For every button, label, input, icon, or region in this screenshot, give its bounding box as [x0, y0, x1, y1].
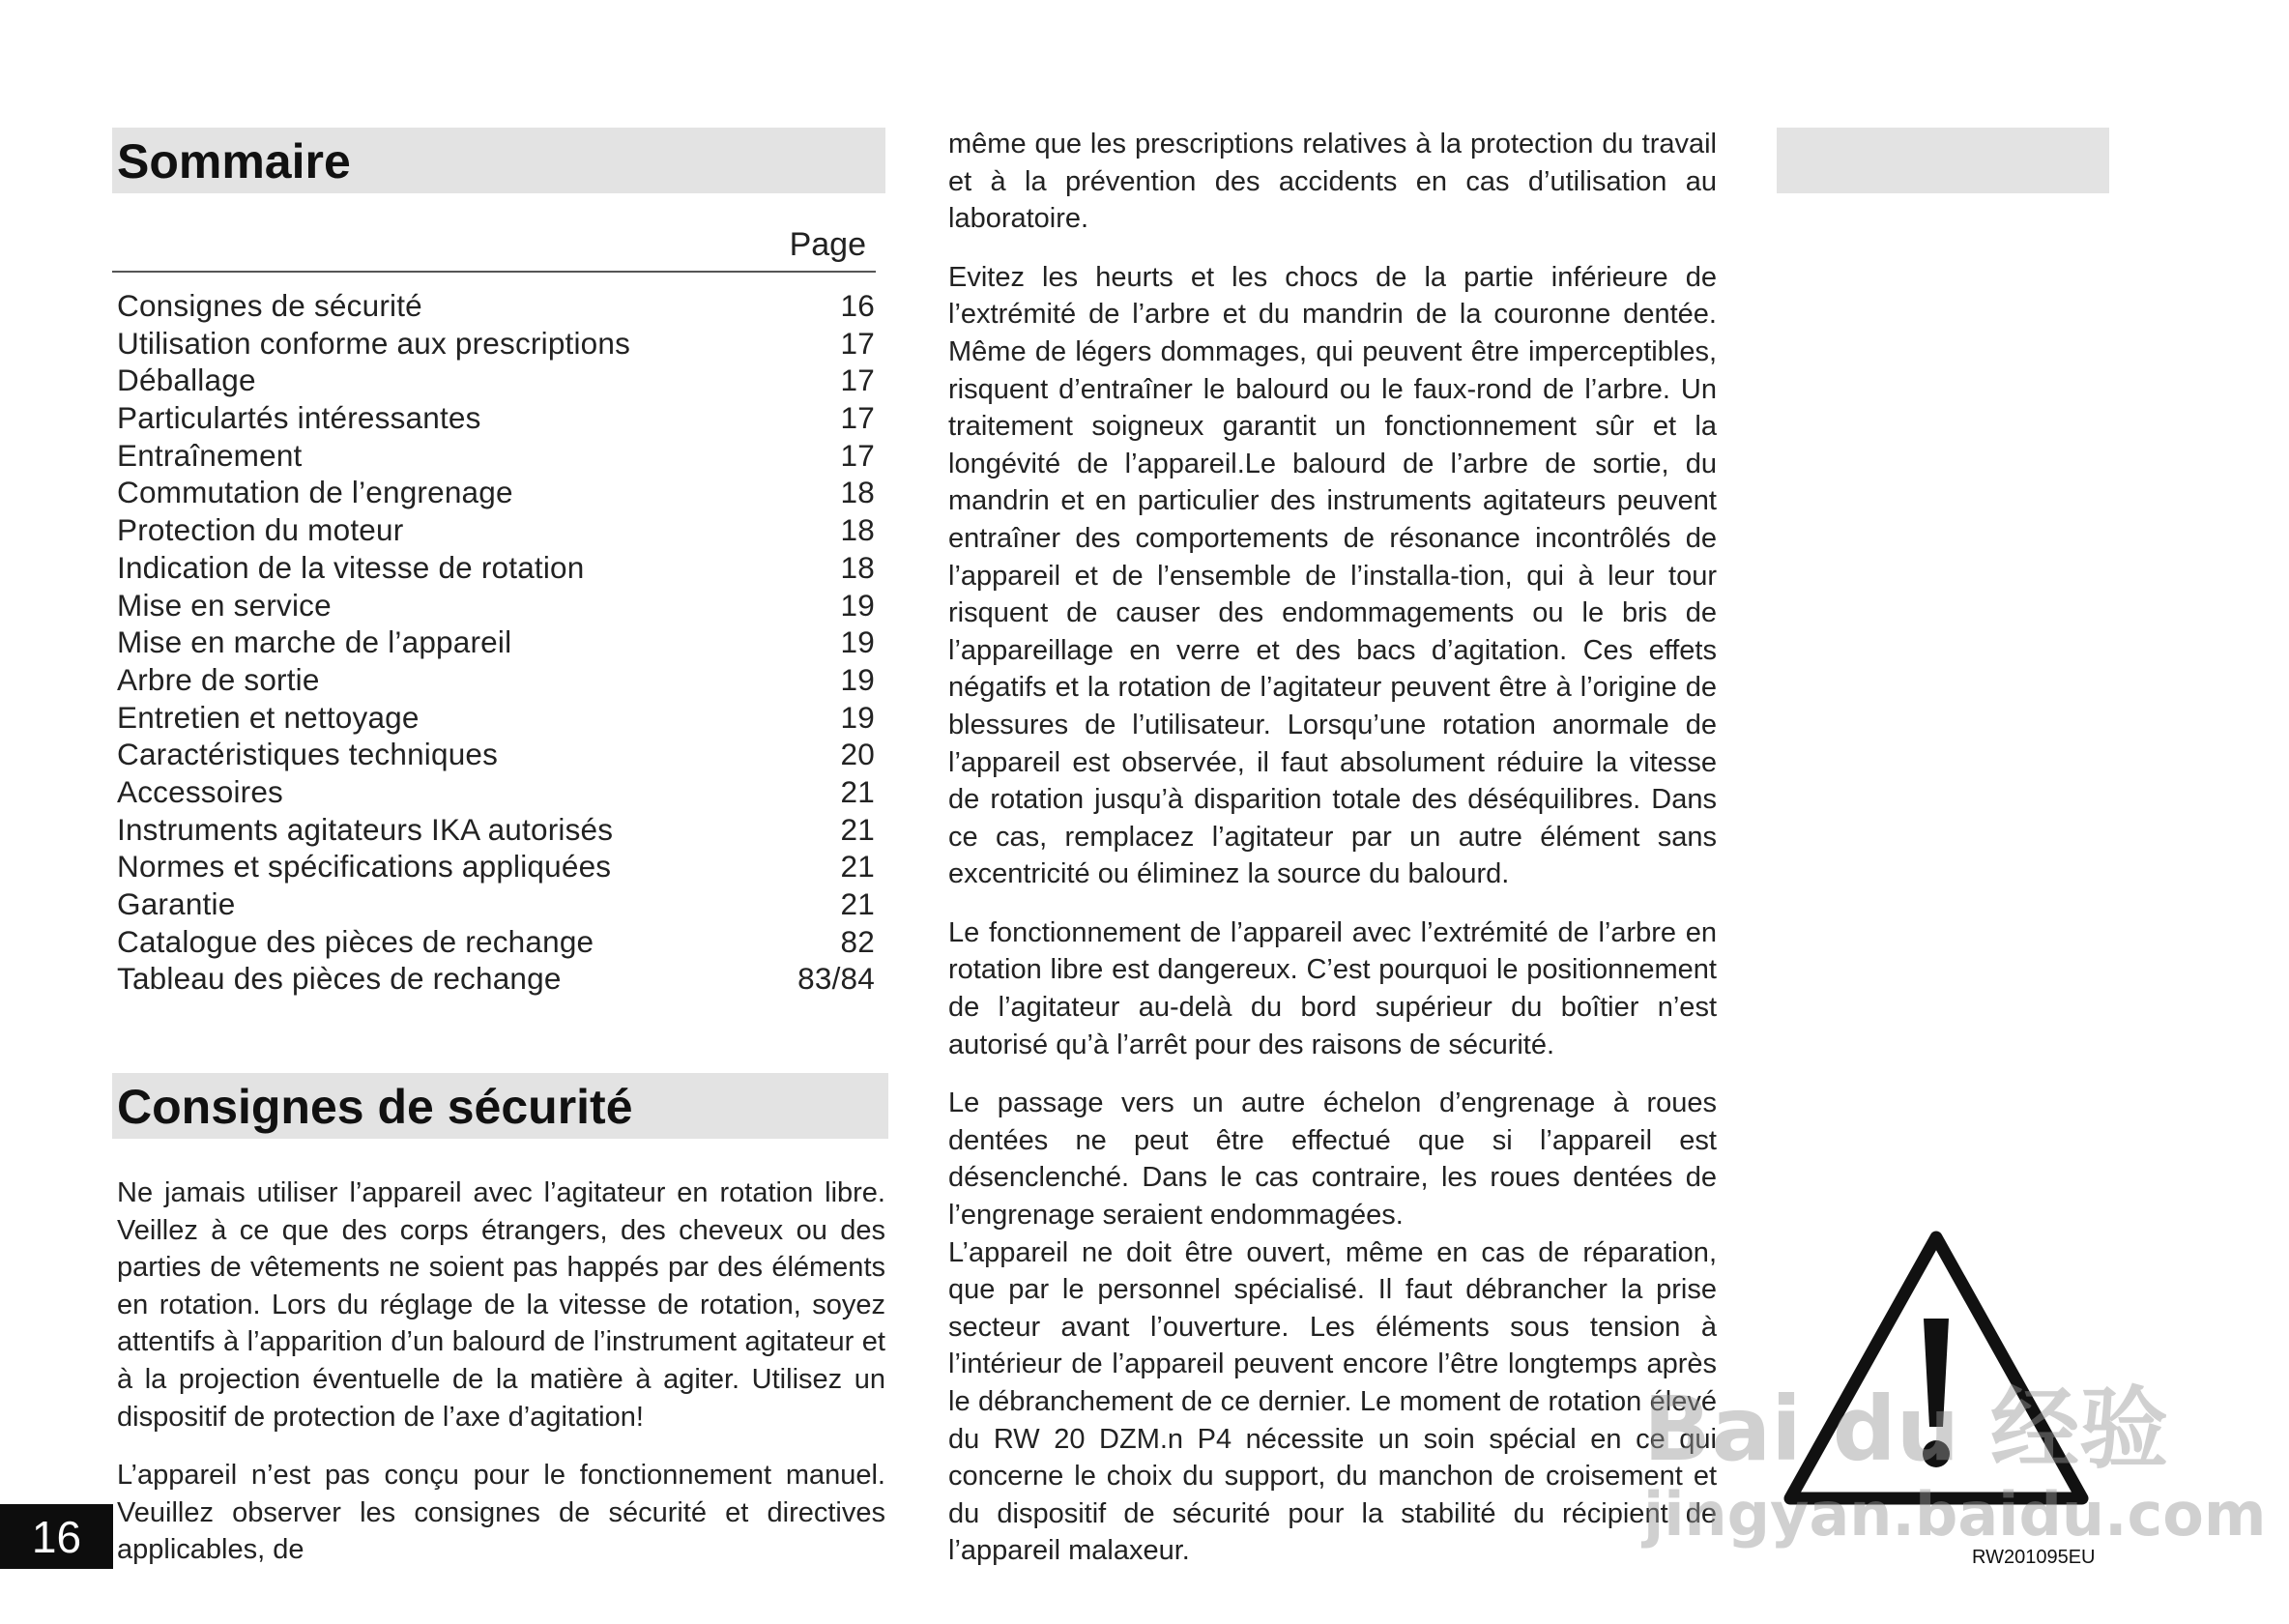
- toc-entry-label: Particulartés intéressantes: [117, 400, 481, 436]
- toc-entry-page: 18: [840, 512, 875, 548]
- toc-entry: [117, 886, 875, 924]
- toc-entry-page: 18: [840, 475, 875, 510]
- toc-entry-label: Garantie: [117, 886, 236, 921]
- toc-entry-page: 19: [840, 624, 875, 660]
- watermark-brand: Bai du 经验: [1643, 1378, 2169, 1481]
- right-paragraph: Le passage vers un autre échelon d’engrenage à roues dentées ne peut être effectué que si l’appareil est désenclenché. Dans le cas contraire, les roues dentées de l’engrenage seraient endommagées.: [948, 1088, 1717, 1232]
- right-paragraph: même que les prescriptions relatives à la protection du travail et à la prévention des accidents en cas d’utilisation au laboratoire.: [948, 129, 1717, 235]
- toc-page-column-label: Page: [789, 226, 866, 263]
- toc-entry-label: Entraînement: [117, 437, 303, 473]
- sommaire-title: Sommaire: [117, 134, 351, 188]
- toc-entry: [117, 812, 875, 850]
- toc-entry-page: 82: [840, 923, 875, 959]
- toc-entry: [117, 326, 875, 363]
- toc-entry-label: Consignes de sécurité: [117, 288, 422, 323]
- toc-entry: [117, 288, 875, 326]
- toc-entry-page: 20: [840, 737, 875, 772]
- toc-entry-label: Catalogue des pièces de rechange: [117, 923, 594, 959]
- toc-header: [112, 220, 876, 273]
- right-header-bar: [1777, 128, 2109, 193]
- toc-entry-page: 17: [840, 400, 875, 436]
- toc-entry: [117, 924, 875, 962]
- toc-entry-page: 21: [840, 773, 875, 809]
- toc-entry-label: Commutation de l’engrenage: [117, 475, 513, 510]
- toc-entry: [117, 362, 875, 400]
- toc-entry: [117, 475, 875, 512]
- consignes-paragraph: Ne jamais utiliser l’appareil avec l’agitateur en rotation libre. Veillez à ce que des corps étrangers, des cheveux ou des parties de vêtements ne soient pas happés par des éléments en rotation. Lors du réglage de la vitesse de rotation, soyez attentifs à l’apparition d’un balourd de l’instrument agitateur et à la projection éventuelle de la matière à agiter. Utilisez un dispositif de protection de l’axe d’agitation!: [117, 1177, 885, 1433]
- toc-entry-label: Instruments agitateurs IKA autorisés: [117, 811, 614, 847]
- toc-entry-page: 21: [840, 886, 875, 921]
- consignes-body: [117, 1174, 885, 1590]
- watermark-url: jingyan.baidu.com: [1643, 1479, 2267, 1550]
- toc-entry-label: Mise en marche de l’appareil: [117, 624, 512, 660]
- toc-entry-label: Accessoires: [117, 773, 284, 809]
- toc-entry: [117, 737, 875, 774]
- toc-entry: [117, 961, 875, 999]
- toc-entry-label: Mise en service: [117, 587, 332, 623]
- toc-entry-page: 17: [840, 325, 875, 361]
- toc-entry-label: Protection du moteur: [117, 512, 404, 548]
- toc-entry: [117, 774, 875, 812]
- toc-entry: [117, 588, 875, 625]
- toc-entry-label: Utilisation conforme aux prescriptions: [117, 325, 631, 361]
- document-code: RW201095EU: [1972, 1547, 2096, 1568]
- toc-entry-page: 17: [840, 437, 875, 473]
- toc-entry: [117, 550, 875, 588]
- consignes-paragraph: L’appareil n’est pas conçu pour le fonctionnement manuel. Veuillez observer les consignes de sécurité et directives applicables, de: [117, 1460, 885, 1566]
- toc-entry-page: 16: [840, 288, 875, 323]
- toc-entry-label: Caractéristiques techniques: [117, 737, 499, 772]
- consignes-title: Consignes de sécurité: [117, 1080, 633, 1134]
- toc-entry-page: 19: [840, 699, 875, 735]
- right-paragraph: Evitez les heurts et les chocs de la partie inférieure de l’extrémité de l’arbre et du mandrin de la couronne dentée. Même de légers dommages, qui peuvent être imperceptibles, risquent d’entraîner le balourd ou le faux-rond de l’arbre. Un traitement soigneux garantit un fonctionnement sûr et la longévité de l’appareil.Le balourd de l’arbre de sortie, du mandrin et en particulier des instruments agitateurs peuvent entraîner des comportements de résonance incontrôlés de l’appareil et de l’ensemble de l’installa-tion, qui à leur tour risquent de causer des endommagements ou le bris de l’appareillage en verre et des bacs d’agitation. Ces effets négatifs et la rotation de l’agitateur peuvent être à l’origine de blessures de l’utilisateur. Lorsqu’une rotation anormale de l’appareil est observée, il faut absolument réduire la vitesse de rotation jusqu’à disparition totale des déséquilibres. Dans ce cas, remplacez l’agitateur par un autre élément sans excentricité ou éliminez la source du balourd.: [948, 261, 1717, 890]
- toc-entry-label: Entretien et nettoyage: [117, 699, 420, 735]
- toc-entry-page: 19: [840, 587, 875, 623]
- right-paragraph: L’appareil ne doit être ouvert, même en cas de réparation, que par le personnel spécialisé. Il faut débrancher la prise secteur avant l’ouverture. Les éléments sous tension à l’intérieur de l’appareil peuvent encore l’être longtemps après le débranchement de ce dernier. Le moment de rotation élevé du RW 20 DZM.n P4 nécessite un soin spécial en ce qui concerne le choix du support, du manchon de croisement et du dispositif de sécurité pour la stabilité du récipient de l’appareil malaxeur.: [948, 1236, 1717, 1567]
- toc-entry-page: 83/84: [797, 961, 875, 997]
- toc-entry: [117, 624, 875, 662]
- toc-entry: [117, 438, 875, 476]
- toc-entry-label: Tableau des pièces de rechange: [117, 961, 562, 997]
- right-column-body: [948, 126, 1717, 1591]
- toc-entry: [117, 662, 875, 700]
- right-paragraph: Le fonctionnement de l’appareil avec l’extrémité de l’arbre en rotation libre est dangereux. C’est pourquoi le positionnement de l’agitateur au-delà du bord supérieur du boîtier n’est autorisé qu’à l’arrêt pour des raisons de sécurité.: [948, 916, 1717, 1060]
- toc-entry-label: Arbre de sortie: [117, 661, 320, 697]
- toc-entry: [117, 700, 875, 738]
- toc-entry: [117, 512, 875, 550]
- toc-entry-label: Indication de la vitesse de rotation: [117, 549, 585, 585]
- page-number: 16: [0, 1504, 113, 1569]
- toc-entry-label: Normes et spécifications appliquées: [117, 849, 612, 884]
- toc-entry-page: 19: [840, 661, 875, 697]
- table-of-contents: [117, 288, 875, 999]
- toc-entry-label: Déballage: [117, 362, 256, 398]
- toc-entry: [117, 849, 875, 886]
- toc-entry: [117, 400, 875, 438]
- toc-entry-page: 17: [840, 362, 875, 398]
- toc-entry-page: 21: [840, 849, 875, 884]
- toc-entry-page: 18: [840, 549, 875, 585]
- toc-entry-page: 21: [840, 811, 875, 847]
